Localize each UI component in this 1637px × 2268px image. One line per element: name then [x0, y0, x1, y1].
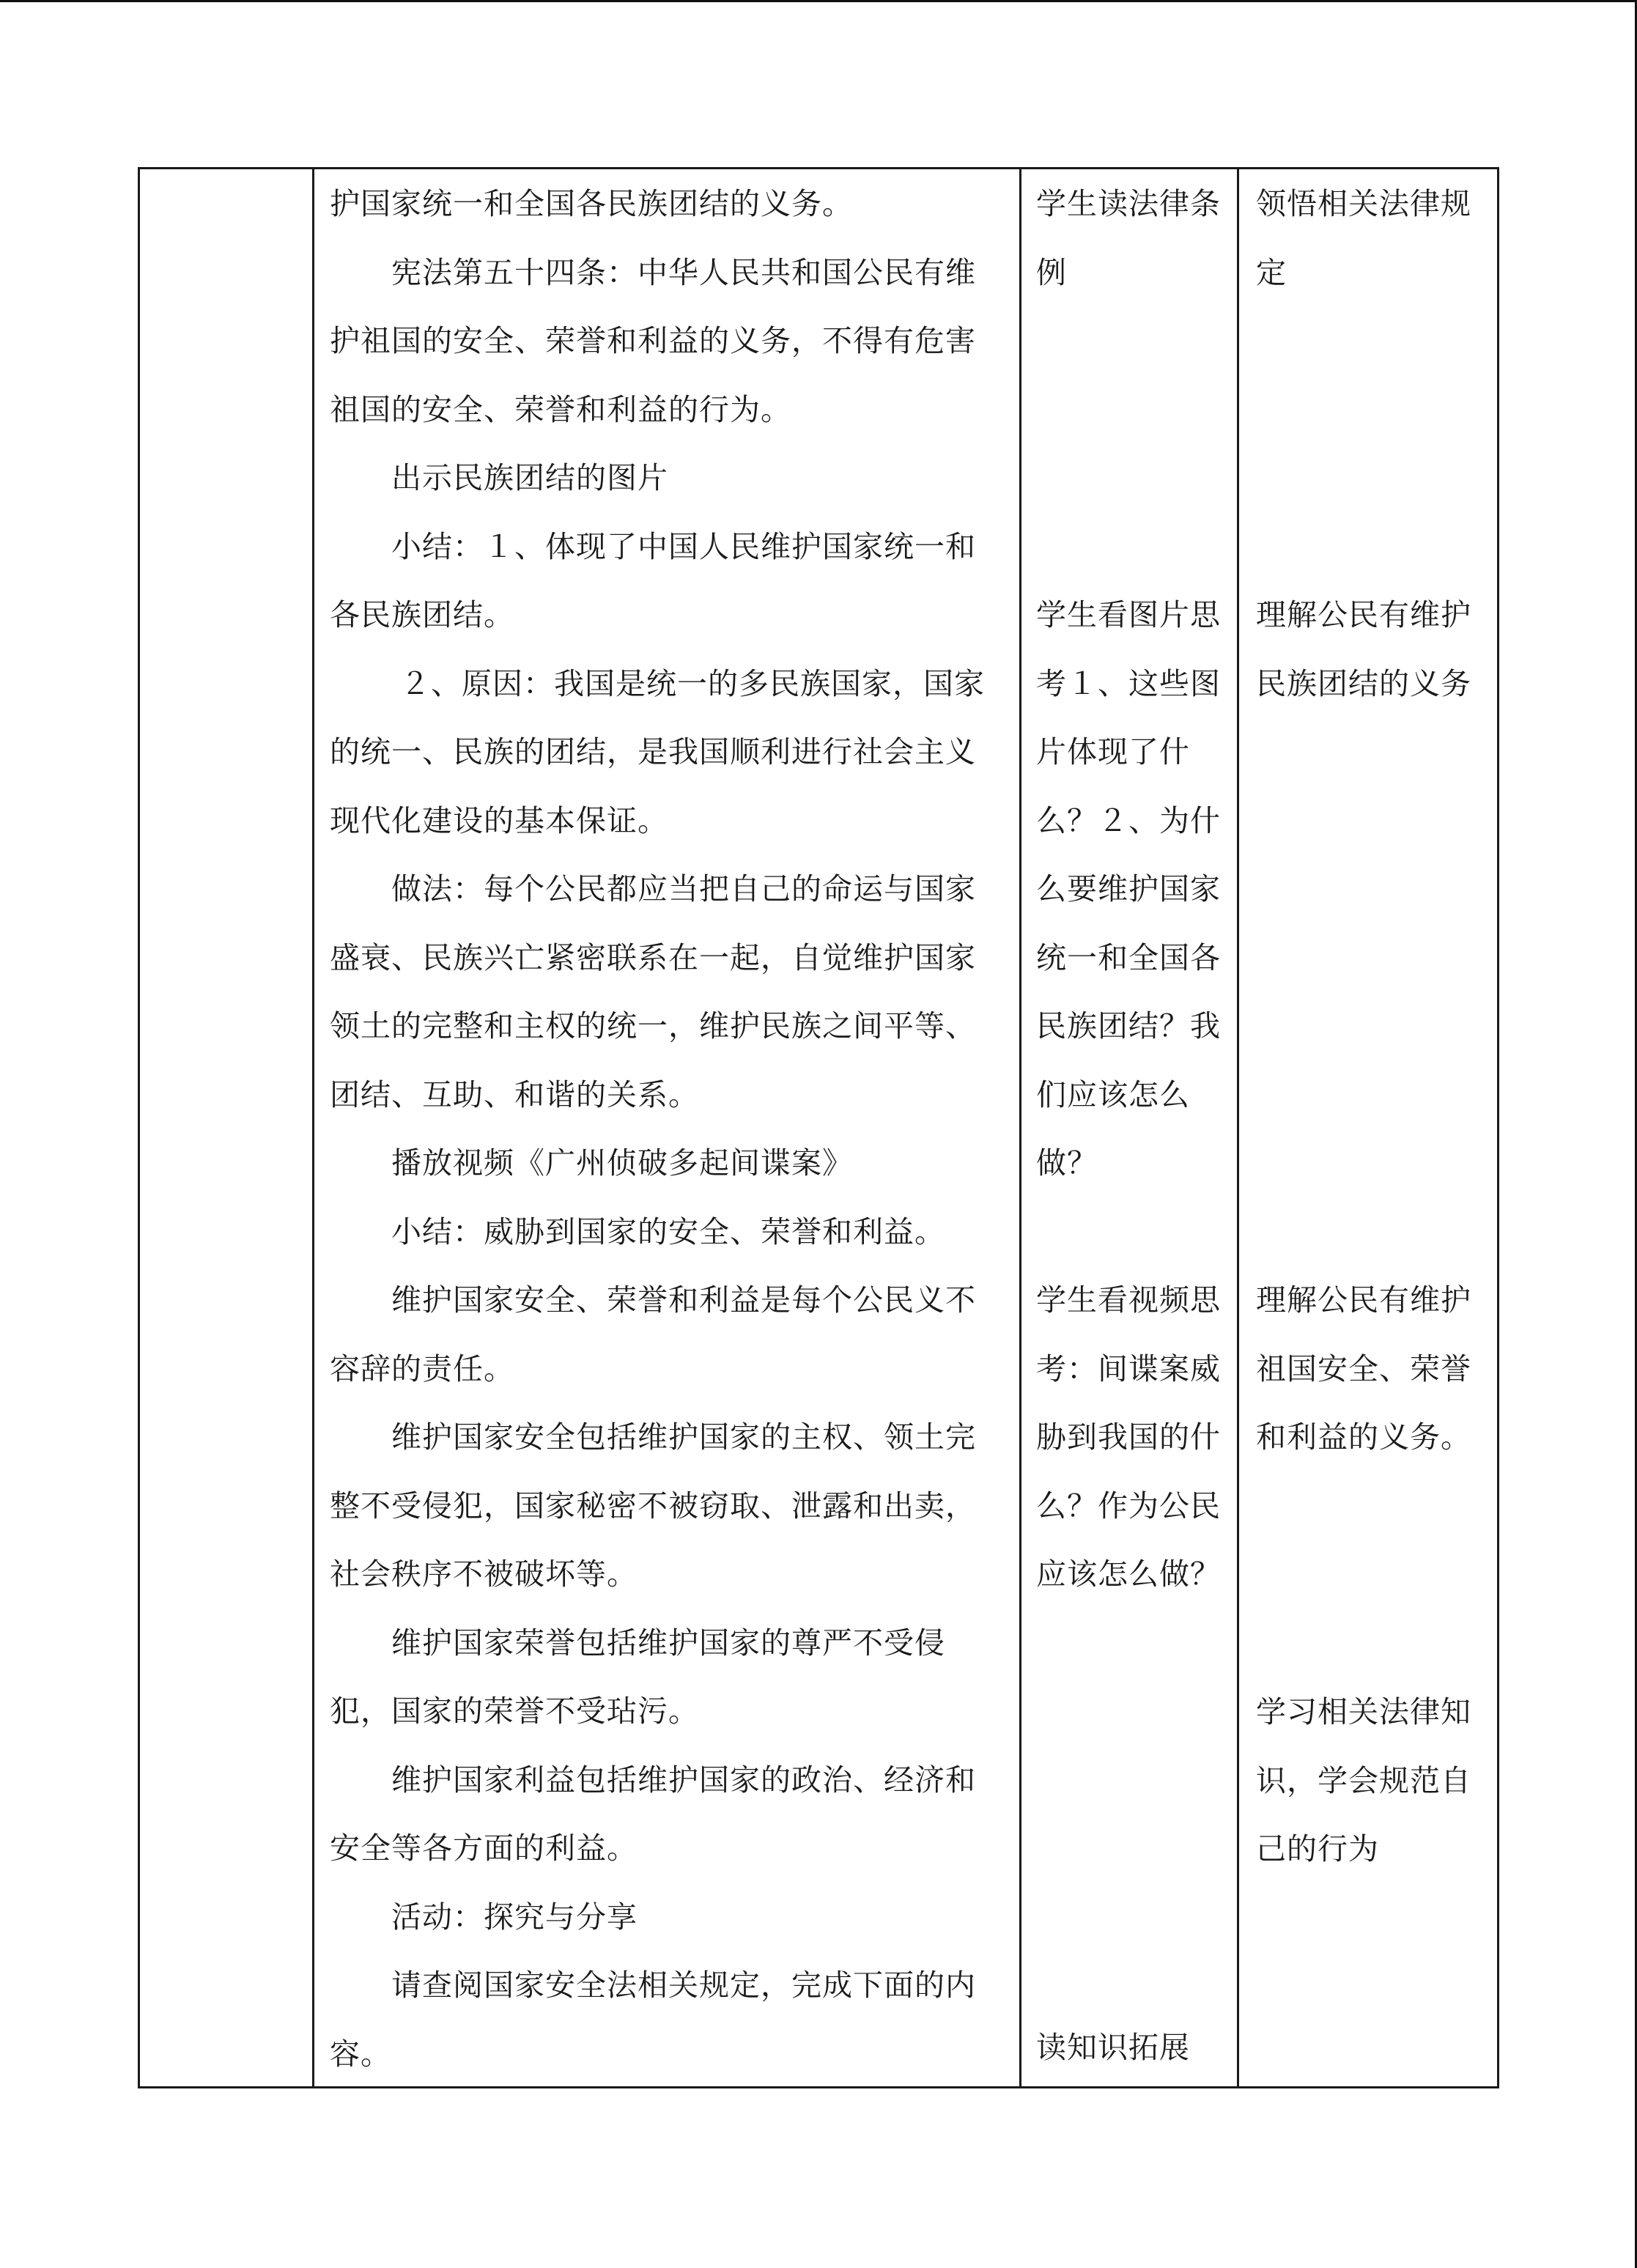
- content-line: 盛衰、民族兴亡紧密联系在一起，自觉维护国家: [330, 939, 976, 975]
- activity-line: 做？: [1036, 1145, 1098, 1181]
- content-line: 社会秩序不被破坏等。: [330, 1556, 638, 1592]
- intent-line: 己的行为: [1256, 1831, 1379, 1866]
- design-intent-block-1: [1256, 170, 1476, 307]
- activity-line: 民族团结？我: [1036, 1008, 1221, 1043]
- content-line: 维护国家利益包括维护国家的政治、经济和: [391, 1762, 976, 1798]
- design-intent-block-4: [1256, 1678, 1476, 1884]
- content-line: 领土的完整和主权的统一，维护民族之间平等、: [330, 1008, 976, 1043]
- activity-line: 考：间谍案威: [1036, 1351, 1221, 1386]
- content-line: 请查阅国家安全法相关规定，完成下面的内: [391, 1968, 976, 2003]
- intent-line: 识，学会规范自: [1256, 1762, 1471, 1798]
- activity-line: 学生看图片思: [1036, 597, 1221, 632]
- content-line: 整不受侵犯，国家秘密不被窃取、泄露和出卖，: [330, 1488, 976, 1523]
- activity-line: 统一和全国各: [1036, 939, 1221, 975]
- table-left-border: [138, 167, 140, 2088]
- intent-line: 定: [1256, 254, 1287, 290]
- table-right-border: [1497, 167, 1499, 2088]
- table-top-border: [138, 167, 1499, 169]
- activity-line: 应该怎么做？: [1036, 1556, 1221, 1592]
- content-line: 安全等各方面的利益。: [330, 1831, 638, 1866]
- student-activity-block-2: [1036, 581, 1227, 1198]
- content-line: 护国家统一和全国各民族团结的义务。: [330, 186, 853, 221]
- activity-line: 例: [1036, 254, 1067, 290]
- activity-line: 学生看视频思: [1036, 1282, 1221, 1318]
- content-line: 播放视频《广州侦破多起间谍案》: [391, 1145, 853, 1181]
- content-line: ２、原因：我国是统一的多民族国家，国家: [400, 665, 985, 701]
- activity-line: 读知识拓展: [1036, 2030, 1190, 2065]
- activity-line: 考１、这些图: [1036, 665, 1221, 701]
- student-activity-block-4: [1036, 2014, 1227, 2083]
- design-intent-block-2: [1256, 581, 1476, 718]
- design-intent-block-3: [1256, 1266, 1476, 1472]
- content-line: 各民族团结。: [330, 597, 514, 632]
- content-line: 现代化建设的基本保证。: [330, 802, 668, 838]
- activity-line: 胁到我国的什: [1036, 1419, 1221, 1455]
- content-line: 做法：每个公民都应当把自己的命运与国家: [391, 871, 976, 906]
- intent-line: 祖国安全、荣誉: [1256, 1351, 1471, 1386]
- lesson-plan-table: [138, 167, 1499, 2088]
- column-divider-2: [1019, 167, 1021, 2088]
- column-divider-3: [1237, 167, 1239, 2088]
- content-line: 维护国家荣誉包括维护国家的尊严不受侵: [391, 1625, 945, 1661]
- column-divider-1: [312, 167, 314, 2088]
- activity-line: 么？２、为什: [1036, 802, 1221, 838]
- content-line: 出示民族团结的图片: [391, 460, 668, 495]
- content-line: 护祖国的安全、荣誉和利益的义务，不得有危害: [330, 323, 976, 358]
- page-top-border: [0, 0, 1637, 2]
- content-line: 小结：１、体现了中国人民维护国家统一和: [391, 528, 976, 564]
- content-line: 的统一、民族的团结，是我国顺利进行社会主义: [330, 734, 976, 769]
- intent-line: 理解公民有维护: [1256, 1282, 1471, 1318]
- content-line: 小结：威胁到国家的安全、荣誉和利益。: [391, 1214, 945, 1249]
- student-activity-block-1: [1036, 170, 1227, 307]
- activity-line: 片体现了什: [1036, 734, 1190, 769]
- content-line: 维护国家安全、荣誉和利益是每个公民义不: [391, 1282, 976, 1318]
- intent-line: 和利益的义务。: [1256, 1419, 1471, 1455]
- content-line: 容辞的责任。: [330, 1351, 514, 1386]
- teaching-content-cell: [330, 170, 985, 2088]
- content-line: 宪法第五十四条：中华人民共和国公民有维: [391, 254, 976, 290]
- intent-line: 理解公民有维护: [1256, 597, 1471, 632]
- content-line: 维护国家安全包括维护国家的主权、领土完: [391, 1419, 976, 1455]
- content-line: 团结、互助、和谐的关系。: [330, 1076, 699, 1112]
- content-line: 祖国的安全、荣誉和利益的行为。: [330, 391, 791, 427]
- content-line: 犯，国家的荣誉不受玷污。: [330, 1693, 699, 1729]
- activity-line: 么？作为公民: [1036, 1488, 1221, 1523]
- student-activity-block-3: [1036, 1266, 1227, 1609]
- content-line: 活动：探究与分享: [391, 1899, 638, 1935]
- activity-line: 么要维护国家: [1036, 871, 1221, 906]
- content-line: 容。: [330, 2036, 391, 2072]
- intent-line: 领悟相关法律规: [1256, 186, 1471, 221]
- intent-line: 民族团结的义务: [1256, 665, 1471, 701]
- activity-line: 们应该怎么: [1036, 1076, 1190, 1112]
- intent-line: 学习相关法律知: [1256, 1694, 1471, 1729]
- activity-line: 学生读法律条: [1036, 186, 1221, 221]
